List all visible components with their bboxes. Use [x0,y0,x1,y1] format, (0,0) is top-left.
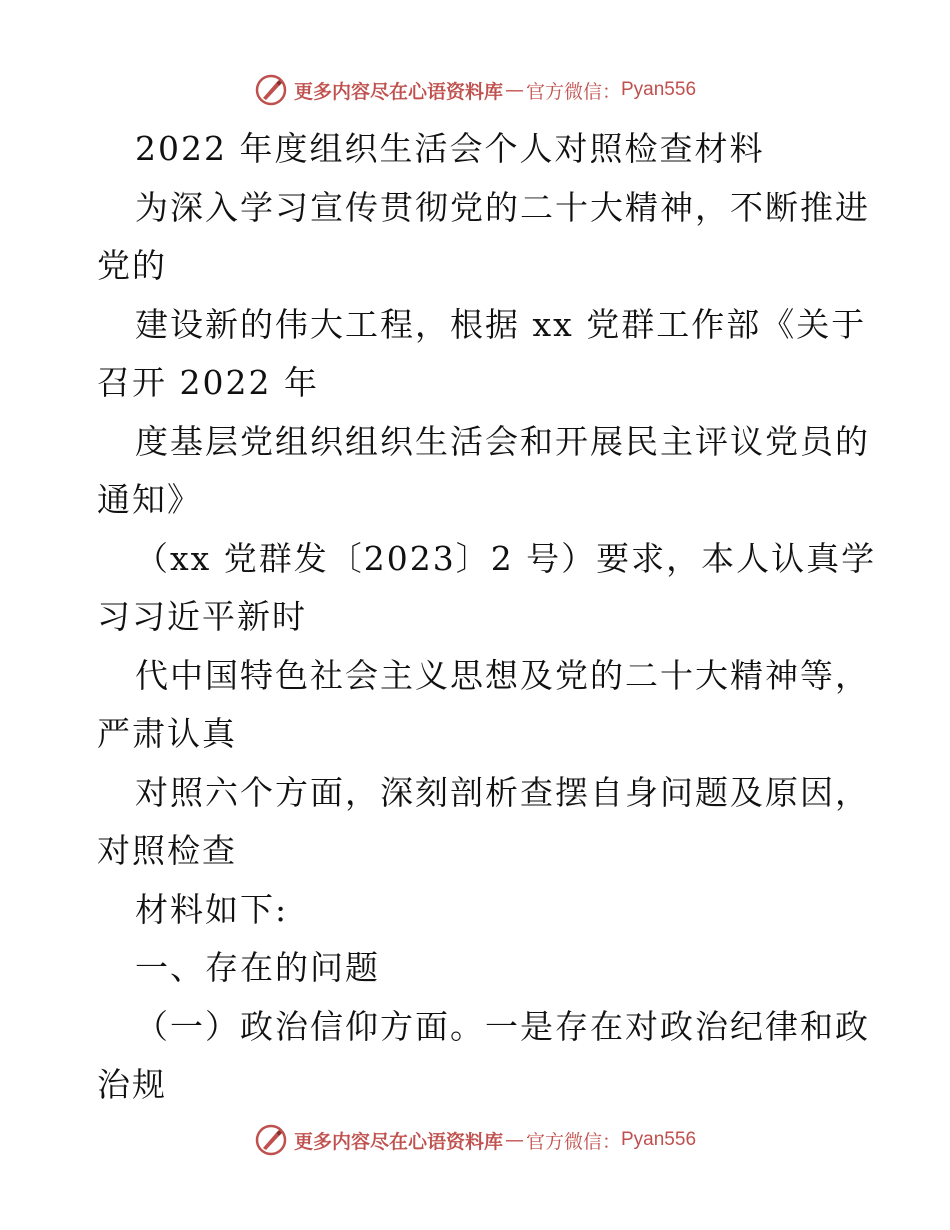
watermark-text: 更多内容尽在心语资料库 [293,1130,503,1153]
paragraph-line: 通知》 [97,480,202,519]
paragraph-line: 党的 [97,246,167,285]
section-heading: 一、存在的问题 [135,948,380,987]
watermark-dash: — [504,79,524,101]
pen-logo-icon [254,1123,288,1157]
paragraph-line: 习习近平新时 [97,597,307,636]
paragraph-line: 代中国特色社会主义思想及党的二十大精神等， [135,655,870,695]
pen-logo-icon [254,73,288,107]
document-title: 2022 年度组织生活会个人对照检查材料 [135,129,765,168]
paragraph-line: 建设新的伟大工程，根据 xx 党群工作部《关于 [135,304,867,344]
watermark-dash: — [504,1129,524,1151]
paragraph-line: 对照六个方面，深刻剖析查摆自身问题及原因， [135,772,870,812]
watermark-wechat-label: 官方微信： [525,1130,621,1153]
paragraph-line: 为深入学习宣传贯彻党的二十大精神，不断推进 [135,187,870,227]
watermark-wechat-label: 官方微信： [525,80,621,103]
paragraph-line: （xx 党群发〔2023〕2 号）要求，本人认真学 [135,538,877,578]
paragraph-line: 材料如下: [135,889,289,929]
subsection-line: （一）政治信仰方面。一是存在对政治纪律和政 [135,1006,870,1046]
watermark-footer [0,1120,950,1160]
paragraph-line: 度基层党组织组织生活会和开展民主评议党员的 [135,421,870,461]
document-body [97,120,877,1115]
paragraph-line: 召开 2022 年 [97,363,319,402]
paragraph-line: 治规 [97,1065,167,1104]
watermark-text: 更多内容尽在心语资料库 [293,80,503,103]
watermark-account: Pyan556 [621,79,697,100]
watermark-header [0,70,950,110]
paragraph-line: 严肃认真 [97,714,237,753]
paragraph-line: 对照检查 [97,831,237,870]
watermark-account: Pyan556 [621,1129,697,1150]
